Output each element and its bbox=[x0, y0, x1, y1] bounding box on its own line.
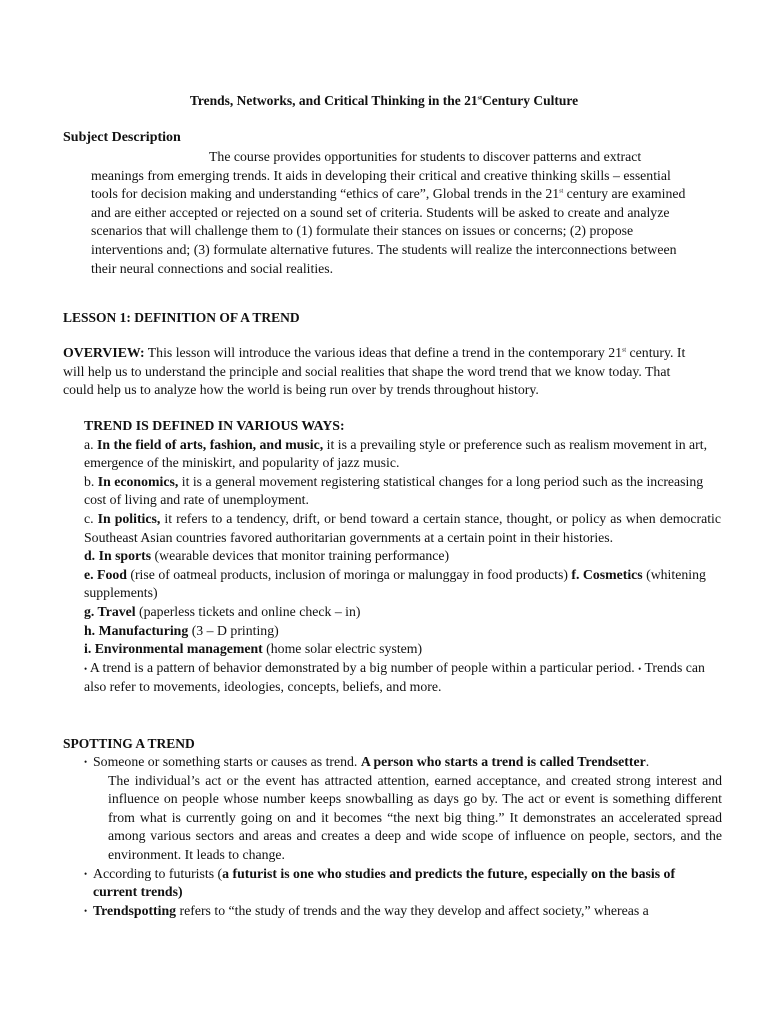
spotting-heading: SPOTTING A TREND bbox=[63, 736, 195, 751]
spotting-list bbox=[84, 753, 722, 920]
definition-sports: d. In sports (wearable devices that monitor training performance) bbox=[84, 548, 450, 564]
list-item: • According to futurists (a futurist is one who studies and predicts the future, especially on the basis of current trends) bbox=[84, 865, 676, 900]
definition-environmental: i. Environmental management (home solar electric system) bbox=[84, 641, 423, 657]
subject-description-label: Subject Description bbox=[63, 130, 181, 145]
definition-arts: a. In the field of arts, fashion, and music, it is a prevailing style or preference such as realism movement in art, emergence of the miniskirt, and popularity of jazz music. bbox=[84, 436, 708, 471]
overview-label: OVERVIEW: bbox=[63, 345, 145, 360]
bullet-icon: • bbox=[638, 663, 642, 674]
subject-description-text: The course provides opportunities for students to discover patterns and extract meanings from emerging trends. It aids in developing their critical and creative thinking skills – essential tools for decision making and understanding “ethics of care”, Global trends in the 21st century are examined and are either accepted or rejected on a sound set of criteria. Students will be asked to create and analyze scenarios that will challenge them to (1) formulate their stances on issues or concerns; (2) propose interventions and; (3) formulate alternative futures. The students will realize the interconnections between their neural connections and social realities. bbox=[91, 149, 686, 276]
title-text: Trends, Networks, and Critical Thinking in the 21 bbox=[189, 93, 478, 108]
bullet-icon: • bbox=[84, 905, 88, 916]
trend-definitions bbox=[84, 417, 721, 697]
title-ordinal-suffix: st bbox=[477, 95, 482, 102]
bullet-icon: • bbox=[84, 757, 88, 767]
bullet-icon: • bbox=[84, 868, 88, 879]
trend-definitions-heading: TREND IS DEFINED IN VARIOUS WAYS: bbox=[84, 418, 345, 433]
list-item: • Someone or something starts or causes as trend. A person who starts a trend is called Trendsetter. The individual’s act or the event has attracted attention, earned acceptance, and created strong interest and influence on people whose number keeps snowballing as days go by. The act or event is something different from what is currently going on and it becomes “the next big thing.” It demonstrates an accelerated spread among various sectors and areas and creates a deep and wide scope of influence on people, sectors, and the environment. It leads to change. bbox=[84, 753, 722, 865]
trend-pattern-note: • A trend is a pattern of behavior demonstrated by a big number of people within a particular period. • Trends can also refer to movements, ideologies, concepts, beliefs, and more. bbox=[84, 659, 705, 695]
definition-politics: c. In politics, it refers to a tendency, drift, or bend toward a certain stance, thought, or policy as when democratic Southeast Asian countries favored authoritarian governments at a certain point in their histories. bbox=[84, 510, 721, 545]
trendsetter-explanation: The individual’s act or the event has attracted attention, earned acceptance, and created strong interest and influence on people whose number keeps snowballing as days go by. The act or event is something different from what is currently going on and it becomes “the next big thing.” It demonstrates an accelerated spread among various sectors and areas and creates a deep and wide scope of influence on people, sectors, and the environment. It leads to change. bbox=[108, 772, 722, 862]
overview-paragraph: OVERVIEW: This lesson will introduce the various ideas that define a trend in the contemporary 21st century. It will help us to understand the principle and social realities that shape the word trend that we know today. That could help us to analyze how the world is being run over by trends throughout history. bbox=[63, 345, 686, 398]
list-item: • Trendspotting refers to “the study of trends and the way they develop and affect society,” whereas a bbox=[84, 902, 722, 921]
lesson-heading: LESSON 1: DEFINITION OF A TREND bbox=[63, 310, 300, 325]
definition-travel: g. Travel (paperless tickets and online check – in) bbox=[84, 603, 361, 619]
definition-food-cosmetics: e. Food (rise of oatmeal products, inclusion of moringa or malunggay in food products) f. Cosmetics (whitening supplements) bbox=[84, 566, 706, 601]
page-title bbox=[0, 92, 768, 111]
definition-manufacturing: h. Manufacturing (3 – D printing) bbox=[84, 622, 279, 638]
definition-economics: b. In economics, it is a general movement registering statistical changes for a long period such as the increasing cost of living and rate of unemployment. bbox=[84, 473, 704, 508]
bullet-icon: • bbox=[84, 663, 88, 674]
title-text-end: Century Culture bbox=[481, 93, 579, 108]
